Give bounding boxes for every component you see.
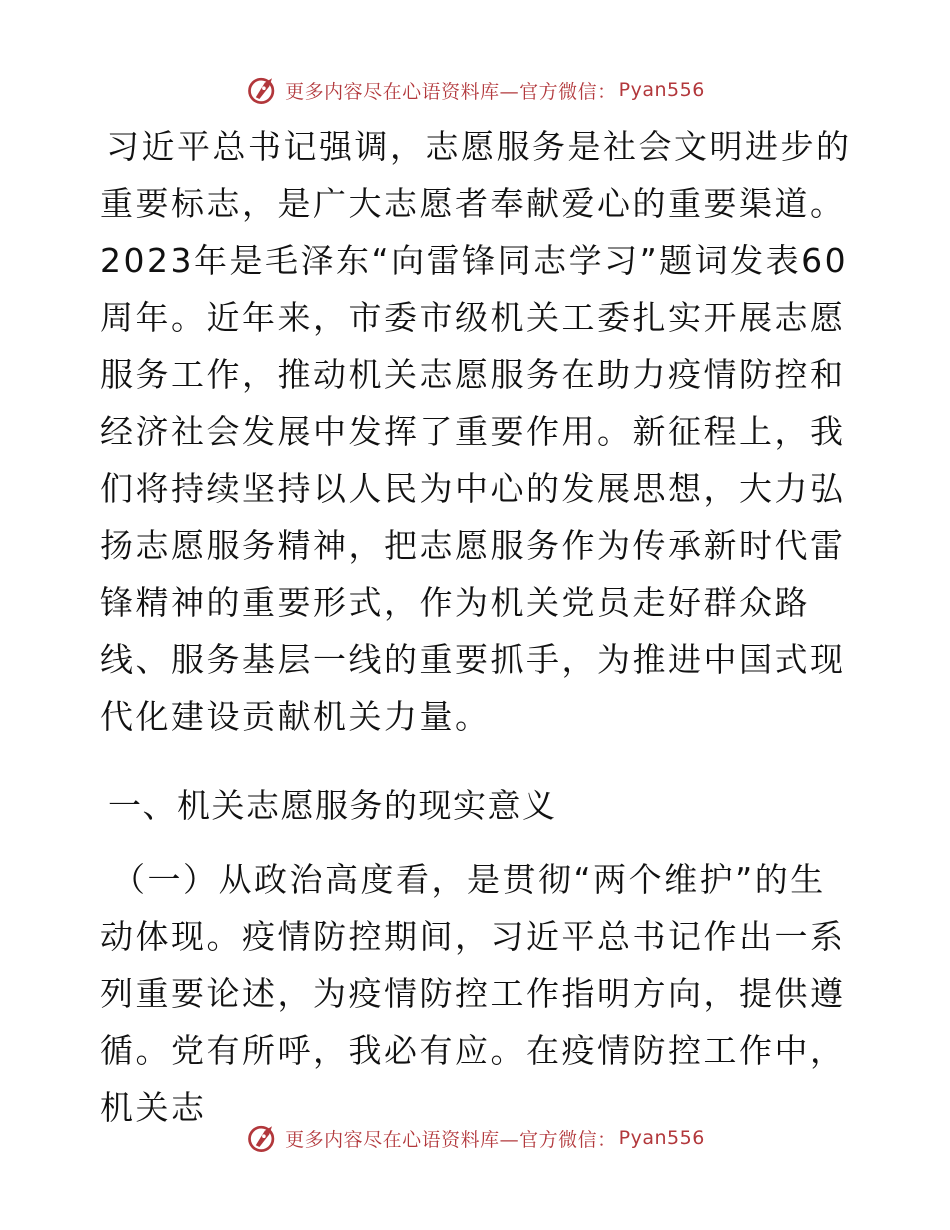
- footer-watermark-banner: [0, 1118, 950, 1158]
- header-watermark-banner: [0, 70, 950, 110]
- banner-wechat-id: Pyan556: [618, 1127, 705, 1149]
- banner-wechat-id: Pyan556: [618, 79, 705, 101]
- body-paragraph: 习近平总书记强调，志愿服务是社会文明进步的重要标志，是广大志愿者奉献爱心的重要渠道。2023年是毛泽东“向雷锋同志学习”题词发表60周年。近年来，市委市级机关工委扎实开展志愿服务工作，推动机关志愿服务在助力疫情防控和经济社会发展中发挥了重要作用。新征程上，我们将持续坚持以人民为中心的发展思想，大力弘扬志愿服务精神，把志愿服务作为传承新时代雷锋精神的重要形式，作为机关党员走好群众路线、服务基层一线的重要抓手，为推进中国式现代化建设贡献机关力量。: [100, 127, 852, 736]
- banner-text: 更多内容尽在心语资料库—官方微信：: [285, 80, 617, 103]
- section-heading: 一、机关志愿服务的现实意义: [108, 786, 557, 825]
- pen-nib-circle-icon: [245, 72, 281, 108]
- pen-nib-circle-icon: [245, 1120, 281, 1156]
- banner-text: 更多内容尽在心语资料库—官方微信：: [285, 1128, 617, 1151]
- body-paragraph: （一）从政治高度看，是贯彻“两个维护”的生动体现。疫情防控期间，习近平总书记作出一系列重要论述，为疫情防控工作指明方向，提供遵循。党有所呼，我必有应。在疫情防控工作中，机关志: [100, 860, 846, 1127]
